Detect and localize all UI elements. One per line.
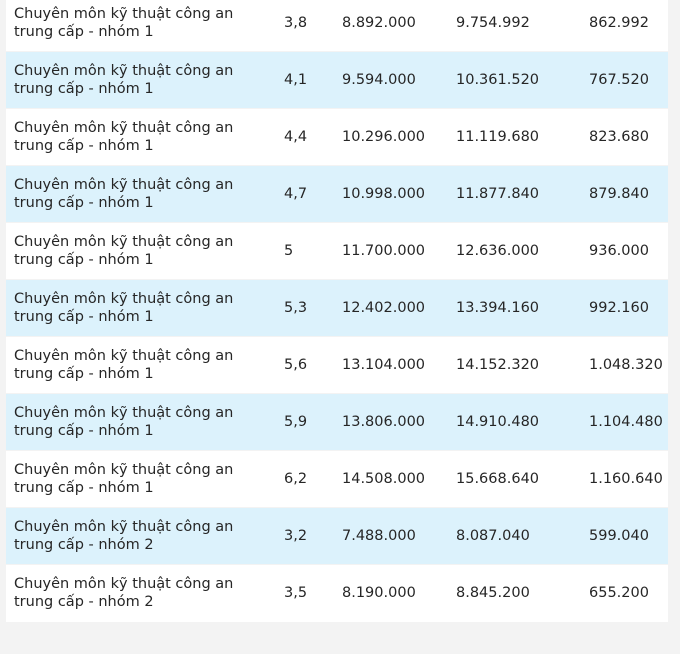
coefficient-cell: 4,1 (280, 52, 338, 109)
coefficient-cell: 6,2 (280, 451, 338, 508)
table-row (6, 565, 668, 622)
coefficient-cell: 3,2 (280, 508, 338, 565)
new-salary-cell: 11.877.840 (452, 166, 589, 223)
increase-cell: 862.992 (589, 0, 668, 52)
base-salary-cell: 12.402.000 (338, 280, 452, 337)
increase-cell: 992.160 (589, 280, 668, 337)
base-salary-cell: 9.594.000 (338, 52, 452, 109)
coefficient-cell: 4,7 (280, 166, 338, 223)
rank-title-cell: Chuyên môn kỹ thuật công an trung cấp - nhóm 1 (6, 337, 280, 394)
rank-title-cell: Chuyên môn kỹ thuật công an trung cấp - nhóm 1 (6, 451, 280, 508)
table-row (6, 280, 668, 337)
new-salary-cell: 15.668.640 (452, 451, 589, 508)
rank-title-cell: Chuyên môn kỹ thuật công an trung cấp - nhóm 1 (6, 0, 280, 52)
base-salary-cell: 8.190.000 (338, 565, 452, 622)
coefficient-cell: 5,3 (280, 280, 338, 337)
new-salary-cell: 12.636.000 (452, 223, 589, 280)
rank-title-cell: Chuyên môn kỹ thuật công an trung cấp - nhóm 2 (6, 508, 280, 565)
new-salary-cell: 14.910.480 (452, 394, 589, 451)
new-salary-cell: 11.119.680 (452, 109, 589, 166)
increase-cell: 655.200 (589, 565, 668, 622)
new-salary-cell: 8.845.200 (452, 565, 589, 622)
rank-title-cell: Chuyên môn kỹ thuật công an trung cấp - nhóm 2 (6, 565, 280, 622)
increase-cell: 599.040 (589, 508, 668, 565)
table-row (6, 52, 668, 109)
table-row (6, 223, 668, 280)
coefficient-cell: 4,4 (280, 109, 338, 166)
new-salary-cell: 10.361.520 (452, 52, 589, 109)
rank-title-cell: Chuyên môn kỹ thuật công an trung cấp - nhóm 1 (6, 280, 280, 337)
base-salary-cell: 10.998.000 (338, 166, 452, 223)
new-salary-cell: 13.394.160 (452, 280, 589, 337)
base-salary-cell: 13.806.000 (338, 394, 452, 451)
table-row (6, 109, 668, 166)
salary-table-container (6, 0, 668, 654)
table-row (6, 0, 668, 52)
coefficient-cell: 5,9 (280, 394, 338, 451)
table-row (6, 166, 668, 223)
rank-title-cell: Chuyên môn kỹ thuật công an trung cấp - nhóm 1 (6, 52, 280, 109)
table-row (6, 451, 668, 508)
coefficient-cell: 3,8 (280, 0, 338, 52)
increase-cell: 823.680 (589, 109, 668, 166)
salary-table (6, 0, 668, 622)
coefficient-cell: 5,6 (280, 337, 338, 394)
table-row (6, 337, 668, 394)
base-salary-cell: 8.892.000 (338, 0, 452, 52)
base-salary-cell: 11.700.000 (338, 223, 452, 280)
base-salary-cell: 7.488.000 (338, 508, 452, 565)
coefficient-cell: 5 (280, 223, 338, 280)
base-salary-cell: 13.104.000 (338, 337, 452, 394)
table-row (6, 394, 668, 451)
base-salary-cell: 14.508.000 (338, 451, 452, 508)
increase-cell: 1.160.640 (589, 451, 668, 508)
rank-title-cell: Chuyên môn kỹ thuật công an trung cấp - nhóm 1 (6, 166, 280, 223)
rank-title-cell: Chuyên môn kỹ thuật công an trung cấp - nhóm 1 (6, 223, 280, 280)
new-salary-cell: 9.754.992 (452, 0, 589, 52)
rank-title-cell: Chuyên môn kỹ thuật công an trung cấp - nhóm 1 (6, 394, 280, 451)
increase-cell: 767.520 (589, 52, 668, 109)
rank-title-cell: Chuyên môn kỹ thuật công an trung cấp - nhóm 1 (6, 109, 280, 166)
new-salary-cell: 14.152.320 (452, 337, 589, 394)
base-salary-cell: 10.296.000 (338, 109, 452, 166)
increase-cell: 1.048.320 (589, 337, 668, 394)
table-row (6, 508, 668, 565)
coefficient-cell: 3,5 (280, 565, 338, 622)
new-salary-cell: 8.087.040 (452, 508, 589, 565)
increase-cell: 936.000 (589, 223, 668, 280)
increase-cell: 1.104.480 (589, 394, 668, 451)
increase-cell: 879.840 (589, 166, 668, 223)
